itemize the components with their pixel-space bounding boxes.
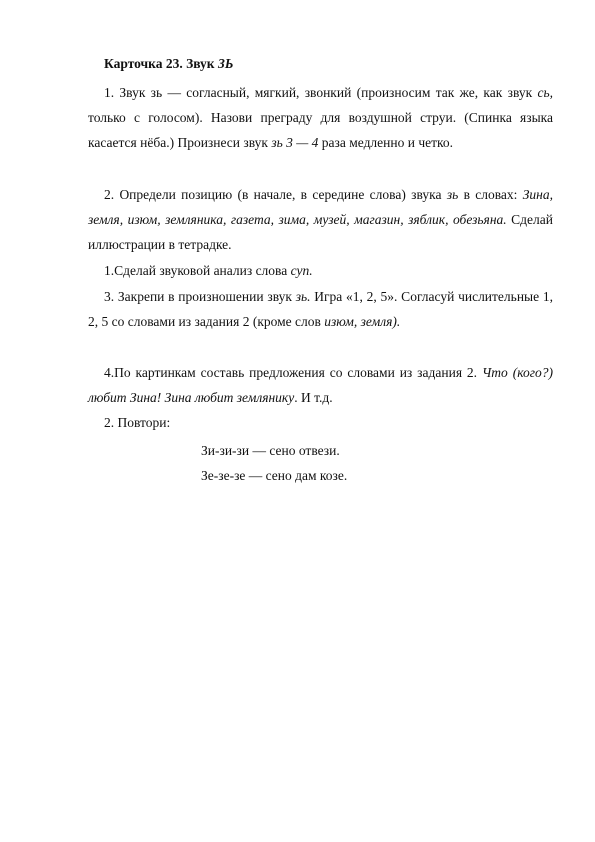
- p2-text-c: в словах:: [458, 187, 523, 202]
- verse-line-1: Зи-зи-зи — сено отвези.: [201, 443, 340, 458]
- card-title-sound: ЗЬ: [217, 56, 234, 71]
- paragraph-3: [88, 258, 553, 283]
- p1-text-e: раза медленно и четко.: [318, 135, 454, 150]
- p2-word-list: Зина, земля, изюм, земляника, газета, зима, музей, магазин, зяблик, обезьяна.: [88, 187, 553, 227]
- p6-text-a: 2. Повтори:: [104, 415, 171, 430]
- paragraph-1: [88, 80, 553, 155]
- p2-text-a: 2. Определи позицию (в начале, в середине слова) звука: [104, 187, 447, 202]
- p4-text-b: зь.: [295, 289, 311, 304]
- p2-text-e: Сделай иллюстрации в тетрадке.: [88, 212, 553, 252]
- p3-text-a: 1.Сделай звуковой анализ слова: [104, 263, 291, 278]
- p1-text-a: 1. Звук зь — согласный, мягкий, звонкий (произносим так же, как звук: [104, 85, 538, 100]
- paragraph-5: [88, 360, 553, 410]
- p4-text-d: изюм, земля).: [324, 314, 401, 329]
- p5-text-a: 4.По картинкам составь предложения со словами из задания 2.: [104, 365, 482, 380]
- verse-line-2: Зе-зе-зе — сено дам козе.: [201, 468, 348, 483]
- card-title: [104, 56, 233, 72]
- p4-text-c: Игра «1, 2, 5». Согласуй числительные 1, 2, 5 со словами из задания 2 (кроме слов: [88, 289, 553, 329]
- p1-text-c: только с голосом). Назови преграду для воздушной струи. (Спинка языка касается нёба.) Произнеси звук: [88, 110, 553, 150]
- p4-text-a: 3. Закрепи в произношении звук: [104, 289, 296, 304]
- paragraph-2: [88, 182, 553, 257]
- p1-text-b: сь,: [537, 85, 553, 100]
- p1-text-d: зь 3 — 4: [271, 135, 319, 150]
- paragraph-4: [88, 284, 553, 334]
- paragraph-6: [88, 410, 553, 435]
- p3-text-b: суп.: [290, 263, 313, 278]
- card-title-text: Карточка 23. Звук: [104, 56, 218, 71]
- p5-example: Что (кого?) любит Зина! Зина любит землянику: [88, 365, 554, 405]
- p2-text-b: зь: [446, 187, 459, 202]
- p5-text-c: . И т.д.: [294, 390, 333, 405]
